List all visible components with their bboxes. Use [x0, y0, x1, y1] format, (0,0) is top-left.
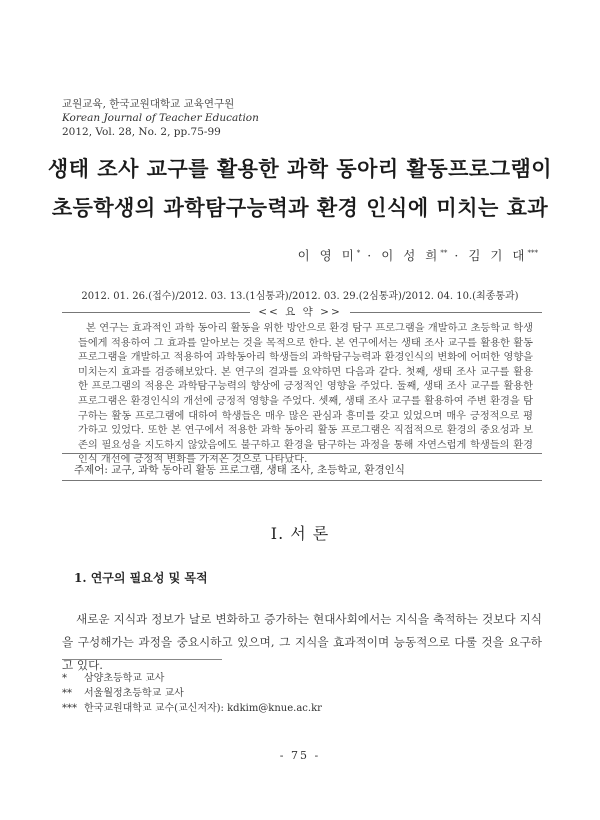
abstract-heading-text: << 요 약 >>: [250, 306, 350, 318]
review-dates: 2012. 01. 26.(접수)/2012. 03. 13.(1심통과)/2012. 03. 29.(2심통과)/2012. 04. 10.(최종통과): [81, 291, 519, 302]
author-2-mark: **: [440, 248, 448, 257]
footnote-text: 한국교원대학교 교수(교신저자): kdkim@knue.ac.kr: [84, 703, 322, 714]
footnote-text: 삼양초등학교 교사: [84, 673, 165, 684]
journal-name-en: Korean Journal of Teacher Education: [62, 112, 259, 124]
footnote-2: [62, 684, 184, 699]
footnote-3: [62, 699, 322, 714]
section-heading: Ⅰ. 서 론: [270, 524, 330, 543]
author-2: 이 성 희: [381, 248, 441, 263]
author-1: 이 영 미: [297, 248, 357, 263]
paper-title-line2: 초등학생의 과학탐구능력과 환경 인식에 미치는 효과: [51, 195, 549, 220]
abstract-bottom-rule: [62, 453, 542, 454]
journal-name-ko: 교원교육, 한국교원대학교 교육연구원: [62, 98, 235, 110]
keywords-rule: [62, 480, 542, 481]
keywords: 주제어: 교구, 과학 동아리 활동 프로그램, 생태 조사, 초등학교, 환경인식: [74, 464, 405, 476]
author-separator: ·: [447, 248, 469, 263]
author-3-mark: ***: [527, 248, 538, 257]
footnote-mark: **: [62, 688, 72, 699]
author-1-mark: *: [356, 248, 361, 257]
footnote-rule: [62, 659, 222, 660]
page-number: - 75 -: [279, 749, 321, 762]
body-paragraph: 새로운 지식과 정보가 날로 변화하고 증가하는 현대사회에서는 지식을 축적하는 것보다 지식을 구성해가는 과정을 중요시하고 있으며, 그 지식을 효과적이며 능동적으로 다룰 것을 요구하고 있다.: [62, 612, 542, 672]
footnote-mark: *: [62, 673, 67, 684]
journal-volume: 2012, Vol. 28, No. 2, pp.75-99: [62, 126, 221, 138]
author-3: 김 기 대: [468, 248, 528, 263]
author-separator: ·: [360, 248, 382, 263]
footnote-text: 서울월정초등학교 교사: [84, 688, 184, 699]
subsection-heading: 1. 연구의 필요성 및 목적: [74, 571, 208, 585]
abstract-text: 본 연구는 효과적인 과학 동아리 활동을 위한 방안으로 환경 탐구 프로그램을 개발하고 초등학교 학생들에게 적용하여 그 효과를 알아보는 것을 목적으로 한다. 본 연구에서는 생태 조사 교구를 활용한 활동 프로그램을 개발하고 적용하여 과학동아리 학생들의 과학탐구능력과 환경인식의 변화에 어떠한 영향을 미치는지 효과를 검증해보았다. 본 연구의 결과를 요약하면 다음과 같다. 첫째, 생태 조사 교구를 활용한 프로그램의 적용은 과학탐구능력의 향상에 긍정적인 영향을 주었다. 둘째, 생태 조사 교구를 활용한 프로그램은 환경인식의 개선에 긍정적 영향을 주었다. 셋째, 생태 조사 교구를 활용하여 주변 환경을 탐구하는 활동 프로그램에 대하여 학생들은 매우 많은 관심과 흥미를 갖고 있었으며 매우 긍정적으로 평가하고 있었다. 또한 본 연구에서 적용한 과학 동아리 활동 프로그램은 직접적으로 환경의 중요성과 보존의 필요성을 지도하지 않았음에도 불구하고 환경을 탐구하는 과정을 통해 자연스럽게 학생들의 환경인식 개선에 긍정적 변화를 가져온 것으로 나타났다.: [78, 323, 533, 466]
footnote-mark: ***: [62, 703, 77, 714]
abstract-heading: [0, 304, 600, 319]
paper-title-line1: 생태 조사 교구를 활용한 과학 동아리 활동프로그램이: [47, 156, 553, 181]
author-list: [298, 246, 538, 264]
footnote-1: [62, 669, 164, 684]
